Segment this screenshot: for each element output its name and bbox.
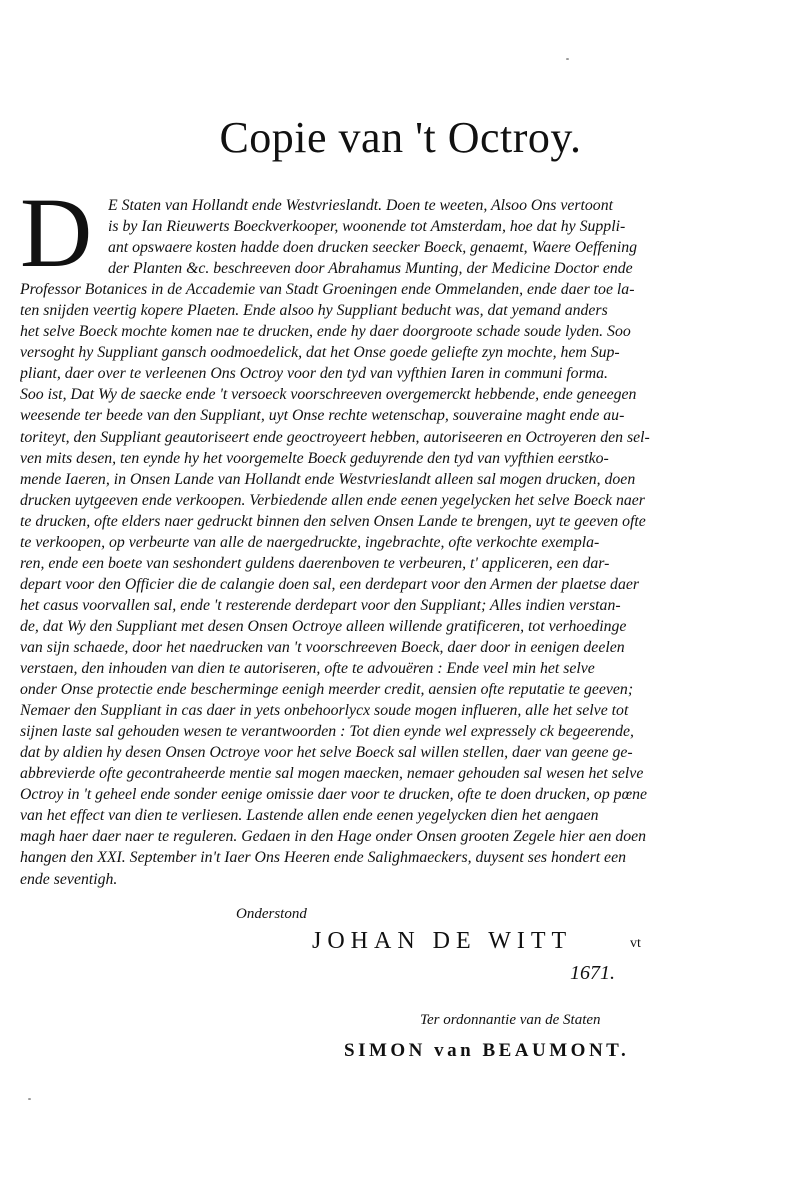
signature-label: Onderstond [236, 906, 307, 922]
octroy-body-text [20, 177, 780, 890]
body-line: van sijn schaede, door het naedrucken van 't voorschreeven Boeck, daer door in eenigen deelen [20, 638, 625, 656]
page-title: Copie van 't Octroy. [219, 113, 582, 162]
body-line: ten snijden veertig kopere Plaeten. Ende alsoo hy Suppliant beducht was, dat yemand anders [20, 302, 608, 320]
body-line: ende seventigh. [20, 870, 118, 888]
body-line: dat by aldien hy desen Onsen Octroye voor het selve Boeck sal willen stellen, daer van geene ge- [20, 744, 633, 762]
drop-cap: D [20, 177, 93, 288]
body-line: ren, ende een boete van seshondert guldens daerenboven te verbeuren, t' appliceren, een dar- [20, 554, 610, 572]
body-line: ven mits desen, ten eynde hy het voorgemelte Boeck geduyrende den tyd van vyfthien eerstko- [20, 449, 609, 467]
signature-year: 1671. [570, 962, 615, 984]
body-line: te verkoopen, op verbeurte van alle de naergedruckte, ingebrachte, ofte verkochte exempla- [20, 533, 600, 551]
body-line: Octroy in 't geheel ende sonder eenige omissie daer voor te drucken, ofte te doen drucken, op pœne [20, 786, 648, 804]
body-line: magh haer daer naer te reguleren. Gedaen in den Hage onder Onsen grooten Zegele hier aen doen [20, 828, 647, 846]
body-line: Soo ist, Dat Wy de saecke ende 't versoeck voorschreeven overgemerckt hebbende, ende geneegen [20, 386, 637, 404]
secretary-name: SIMON van BEAUMONT. [344, 1040, 630, 1061]
paper-speck [566, 58, 569, 60]
ordonnance-label: Ter ordonnantie van de Staten [420, 1012, 601, 1028]
body-line: Nemaer den Suppliant in cas daer in yets onbehoorlycx soude mogen influeren, alle het selve tot [20, 702, 629, 720]
body-line: Professor Botanices in de Accademie van Stadt Groeningen ende Ommelanden, ende daer toe la- [20, 281, 635, 299]
body-line: van het effect van dien te verliesen. Lastende allen ende eenen yegelycken dien het aengaen [20, 807, 599, 825]
body-line: is by Ian Rieuwerts Boeckverkooper, woonende tot Amsterdam, hoe dat hy Suppli- [108, 218, 626, 236]
body-line: der Planten &c. beschreeven door Abrahamus Munting, der Medicine Doctor ende [108, 260, 633, 278]
body-line: te drucken, ofte elders naer gedruckt binnen den selven Onsen Lande te brengen, uyt te geeven ofte [20, 512, 646, 530]
body-line: verstaen, den inhouden van dien te autoriseren, ofte te advouëren : Ende veel min het selve [20, 660, 595, 678]
body-line: mende Iaeren, in Onsen Lande van Hollandt ende Westvrieslandt alleen sal mogen drucken, doen [20, 470, 636, 488]
body-line: onder Onse protectie ende bescherminge eenigh meerder credit, aensien ofte reputatie te geeven; [20, 681, 634, 699]
body-line: het selve Boeck mochte komen nae te drucken, ende hy daer doorgroote schade soude lyden. Soo [20, 323, 631, 341]
body-line: abbrevierde ofte gecontraheerde mentie sal mogen maecken, nemaer gehouden sal wesen het selve [20, 765, 644, 783]
body-line: pliant, daer over te verleenen Ons Octroy voor den tyd van vyfthien Iaren in communi forma. [20, 365, 608, 383]
body-line: versoght hy Suppliant gansch oodmoedelick, dat het Onse goede geliefte zyn mochte, hem Sup- [20, 344, 620, 362]
body-line: E Staten van Hollandt ende Westvrieslandt. Doen te weeten, Alsoo Ons vertoont [108, 197, 613, 214]
body-line: de, dat Wy den Suppliant met desen Onsen Octroye alleen willende gratificeren, tot verhoedinge [20, 617, 627, 635]
body-line: drucken uytgeeven ende verkoopen. Verbiedende allen ende eenen yegelycken het selve Boeck naer [20, 491, 645, 509]
body-line: hangen den XXI. September in't Iaer Ons Heeren ende Salighmaeckers, duysent ses hondert een [20, 849, 626, 867]
body-line: sijnen laste sal gehouden wesen te verantwoorden : Tot dien eynde wel expressely ck begeerende, [20, 723, 635, 741]
signatory-name: JOHAN DE WITT [312, 928, 573, 954]
signatory-abbreviation: vt [630, 936, 641, 951]
body-line: ant opswaere kosten hadde doen drucken seecker Boeck, genaemt, Waere Oeffening [108, 239, 638, 257]
body-line: toriteyt, den Suppliant geautoriseert ende geoctroyeert hebben, autoriseeren en Octroyeren den sel- [20, 428, 650, 446]
body-line: weesende ter beede van den Suppliant, uyt Onse rechte wetenschap, souveraine maght ende au- [20, 407, 625, 425]
body-line: het casus voorvallen sal, ende 't resterende derdepart voor den Suppliant; Alles indien verstan- [20, 596, 621, 614]
body-line: depart voor den Officier die de calangie doen sal, een derdepart voor den Armen der plaetse daer [20, 575, 640, 593]
paper-speck [28, 1098, 31, 1100]
